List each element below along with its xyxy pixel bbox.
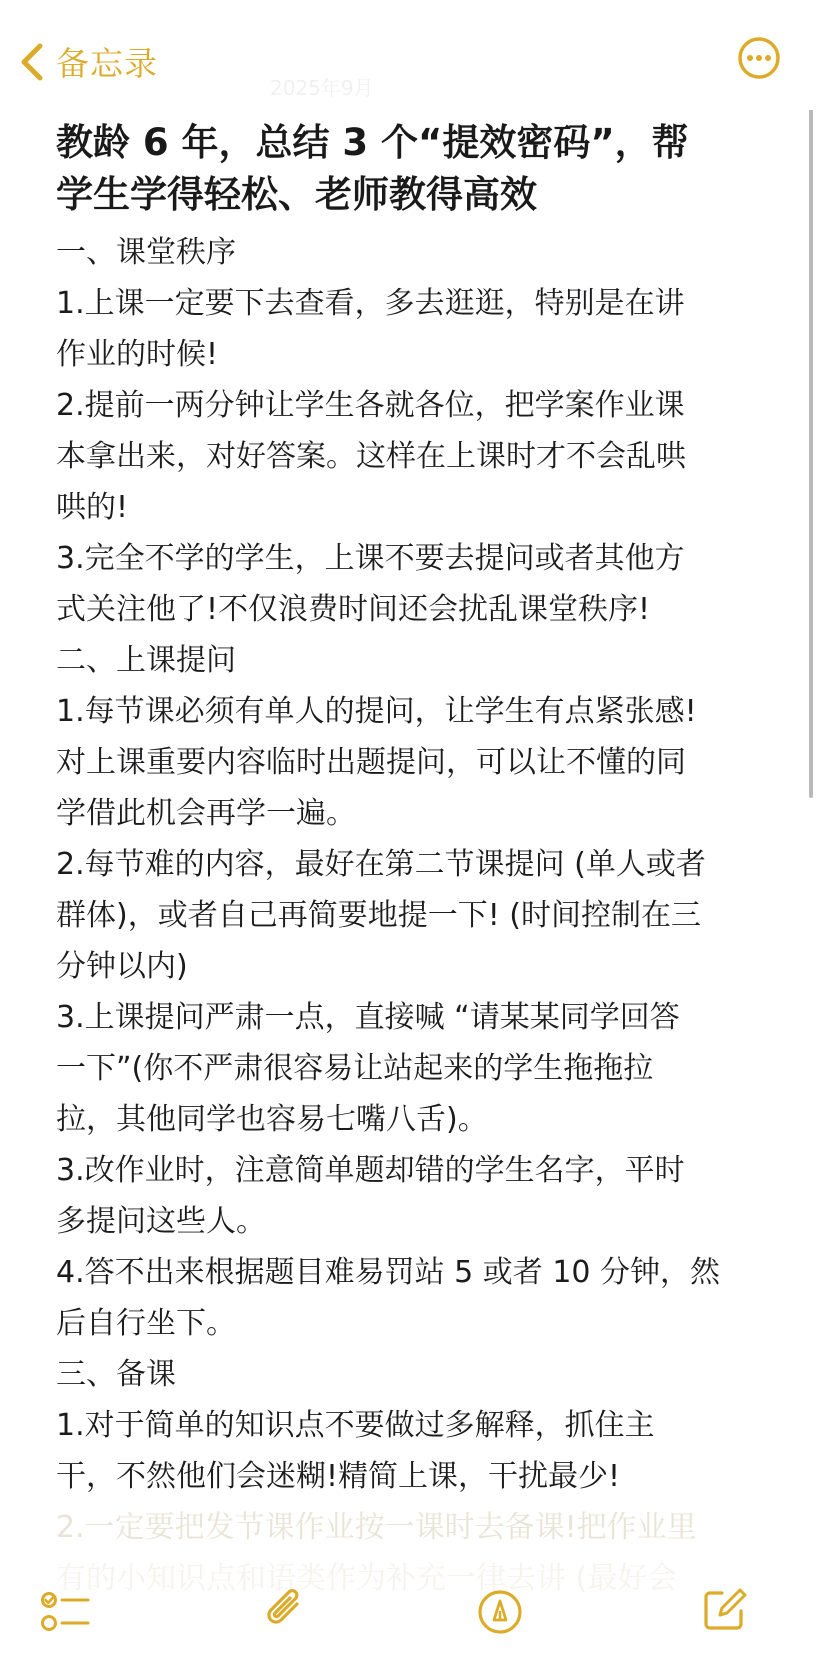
back-button-label: 备忘录 (56, 44, 158, 83)
note-line: 对上课重要内容临时出题提问，可以让不懂的同 (56, 745, 686, 780)
note-line: 本拿出来，对好答案。这样在上课时才不会乱哄 (56, 439, 686, 474)
paperclip-icon[interactable] (264, 1584, 306, 1636)
note-line: 哄的! (56, 490, 129, 525)
note-line: 学借此机会再学一遍。 (56, 796, 356, 831)
checklist-icon[interactable] (40, 1590, 92, 1634)
note-line: 干，不然他们会迷糊!精简上课，干扰最少! (56, 1459, 621, 1494)
note-line: 二、上课提问 (56, 643, 236, 678)
note-line: 群体)，或者自己再简要地提一下! (时间控制在三 (56, 898, 701, 933)
note-line: 多提问这些人。 (56, 1204, 266, 1239)
ellipsis-circle-icon[interactable] (737, 36, 781, 80)
note-date: 2025年9月 (270, 76, 374, 100)
note-line: 后自行坐下。 (56, 1306, 236, 1341)
note-line: 1.每节课必须有单人的提问，让学生有点紧张感! (56, 694, 697, 729)
pen-circle-icon[interactable] (476, 1588, 524, 1636)
note-content[interactable] (56, 117, 776, 1604)
note-line: 作业的时候! (56, 337, 219, 372)
note-line: 1.对于简单的知识点不要做过多解释，抓住主 (56, 1408, 655, 1443)
title-line: 学生学得轻松、老师教得高效 (56, 173, 537, 216)
note-line: 一、课堂秩序 (56, 235, 236, 270)
note-line: 拉，其他同学也容易七嘴八舌)。 (56, 1102, 488, 1137)
note-line: 3.完全不学的学生，上课不要去提问或者其他方 (56, 541, 685, 576)
back-button[interactable] (18, 38, 158, 85)
note-line: 1.上课一定要下去查看，多去逛逛，特别是在讲 (56, 286, 685, 321)
note-body (56, 227, 776, 1604)
note-line: 分钟以内) (56, 949, 188, 984)
note-line: 4.答不出来根据题目难易罚站 5 或者 10 分钟，然 (56, 1255, 721, 1290)
note-line: 式关注他了!不仅浪费时间还会扰乱课堂秩序! (56, 592, 651, 627)
note-line: 2.提前一两分钟让学生各就各位，把学案作业课 (56, 388, 685, 423)
scroll-indicator[interactable] (809, 108, 813, 798)
note-line: 三、备课 (56, 1357, 176, 1392)
bottom-toolbar (0, 1558, 818, 1661)
note-line-under-toolbar: 2.一定要把发节课作业按一课时去备课!把作业里 (56, 1510, 697, 1545)
chevron-left-icon (18, 42, 46, 82)
navigation-bar (0, 0, 818, 110)
title-line: 教龄 6 年，总结 3 个“提效密码”，帮 (56, 121, 689, 164)
note-line: 2.每节难的内容，最好在第二节课提问 (单人或者 (56, 847, 706, 882)
note-title (56, 117, 776, 221)
note-line: 3.上课提问严肃一点，直接喊 “请某某同学回答 (56, 1000, 680, 1035)
note-line: 一下”(你不严肃很容易让站起来的学生拖拖拉 (56, 1051, 654, 1086)
compose-icon[interactable] (700, 1584, 750, 1634)
note-line: 3.改作业时，注意简单题却错的学生名字，平时 (56, 1153, 685, 1188)
